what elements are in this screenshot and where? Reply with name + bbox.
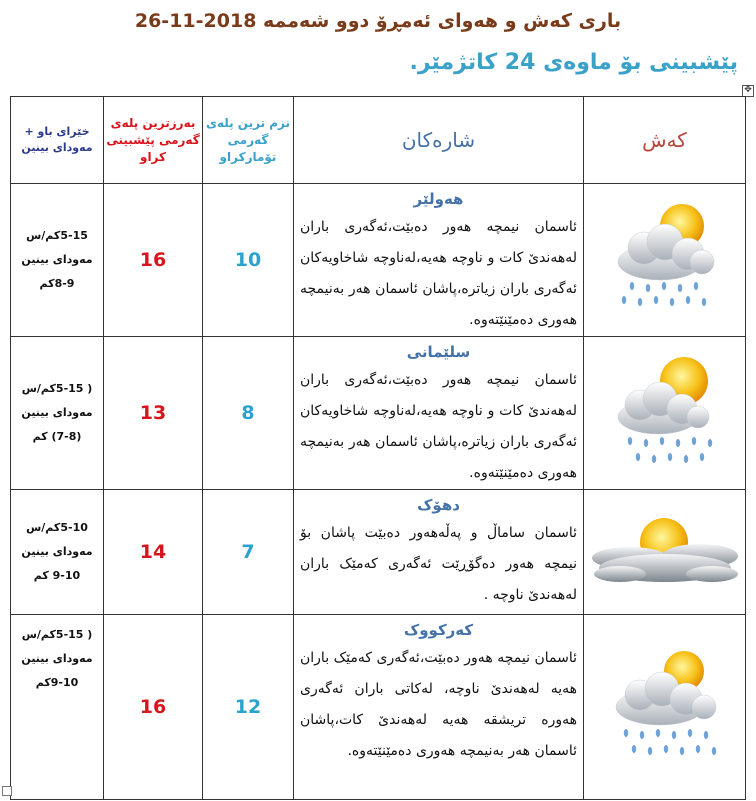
city-cell (294, 184, 584, 337)
max-temp-value: 16 (104, 615, 203, 800)
page-subtitle: پێشبینی بۆ ماوەی 24 کاتژمێر. (409, 50, 738, 75)
wind-speed: ( 5-15کم/س (21, 382, 93, 395)
move-handle-icon[interactable]: ✥ (742, 85, 754, 97)
page-title: باری کەش و هەوای ئەمڕۆ دوو شەممە 2018-11-26 (134, 10, 622, 32)
weather-icon-cell (584, 490, 746, 615)
visibility-range: 8-9کم (39, 277, 75, 290)
wind-cell (11, 337, 104, 490)
max-temp-value: 14 (104, 490, 203, 615)
wind-speed: 5-10کم/س (26, 521, 88, 534)
sun-cloud-rain-icon (610, 355, 720, 471)
sun-cloud-icon (590, 512, 740, 592)
visibility-range: 9-10کم (35, 676, 79, 689)
header-max-temp: بەرزترین پلەی گەرمی پێشبینی کراو (104, 97, 203, 184)
sun-cloud-rain-icon (610, 202, 720, 318)
city-name: هەولێر (413, 190, 464, 208)
max-temp-value: 13 (104, 337, 203, 490)
header-weather: کەش (584, 97, 746, 184)
visibility-label: مەودای بینین (21, 545, 93, 558)
forecast-text: ئاسمان نیمچە هەور دەبێت،ئەگەری باران لەهەندێ کات و ناوچە هەیە،لەناوچە شاخاویەکان ئەگەری باران زیاترە،پاشان ئاسمان هەر بەنیمچە هەوری دەمێنێتەوە. (300, 219, 577, 328)
header-min-temp: نزم ترین پلەی گەرمی تۆمارکراو (203, 97, 294, 184)
visibility-label: مەودای بینین (21, 652, 93, 665)
visibility-range: (7-8) کم (32, 430, 82, 443)
header-cities: شارەکان (294, 97, 584, 184)
table-row (11, 184, 746, 337)
visibility-range: 9-10 کم (33, 569, 81, 582)
forecast-text: ئاسمان نیمچە هەور دەبێت،ئەگەری باران لەهەندێ کات و ناوچە هەیە،لەناوچە شاخاویەکان ئەگەری باران زیاترە،پاشان ئاسمان هەر بەنیمچە هەوری دەمێنێتەوە. (300, 372, 577, 481)
city-cell (294, 337, 584, 490)
corner-marker (2, 786, 12, 796)
min-temp-value: 10 (203, 184, 294, 337)
city-name: دهۆک (417, 496, 460, 514)
table-row (11, 337, 746, 490)
wind-cell (11, 615, 104, 800)
forecast-text: ئاسمان نیمچە هەور دەبێت،ئەگەری کەمێک باران هەیە لەهەندێ ناوچە، لەکاتی باران ئەگەری هەورە تریشقە هەیە لەهەندێ کات،پاشان ئاسمان هەر بەنیمچە هەوری دەمێنێتەوە. (300, 650, 577, 759)
min-temp-value: 12 (203, 615, 294, 800)
city-cell (294, 615, 584, 800)
max-temp-value: 16 (104, 184, 203, 337)
wind-speed: 5-15کم/س (26, 229, 88, 242)
weather-icon-cell (584, 615, 746, 800)
weather-table (10, 96, 746, 800)
visibility-label: مەودای بینین (21, 406, 93, 419)
min-temp-value: 8 (203, 337, 294, 490)
city-name: کەرکووک (403, 621, 474, 639)
wind-cell (11, 184, 104, 337)
table-header-row (11, 97, 746, 184)
forecast-text: ئاسمان ساماڵ و پەڵەهەور دەبێت پاشان بۆ نیمچە هەور دەگۆڕێت ئەگەری کەمێک باران لەهەندێ ناوچە . (300, 525, 577, 603)
visibility-label: مەودای بینین (21, 253, 93, 266)
weather-icon-cell (584, 337, 746, 490)
wind-speed: ( 5-15کم/س (21, 628, 93, 641)
weather-icon-cell (584, 184, 746, 337)
city-name: سلێمانی (406, 343, 471, 361)
header-wind: خێرای باو + مەودای بینین (11, 97, 104, 184)
table-row (11, 490, 746, 615)
table-row (11, 615, 746, 800)
min-temp-value: 7 (203, 490, 294, 615)
wind-cell (11, 490, 104, 615)
sun-cloud-rain-icon (608, 649, 722, 765)
city-cell (294, 490, 584, 615)
